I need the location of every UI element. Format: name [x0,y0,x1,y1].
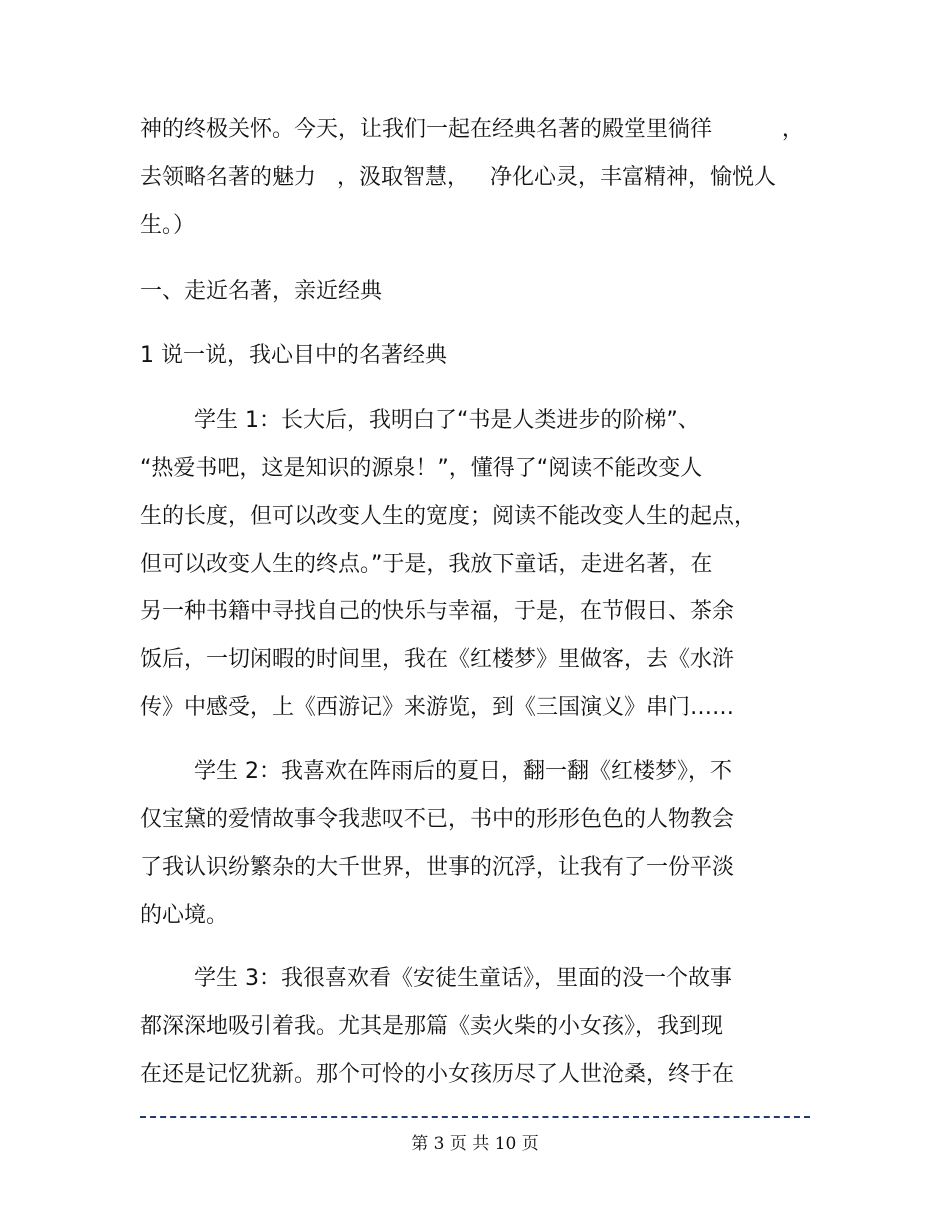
body-text-line: 传》中感受，上《西游记》来游览，到《三国演义》串门…… [140,695,735,720]
body-text-line: 神的终极关怀。今天，让我们一起在经典名著的殿堂里徜徉 ， [140,117,804,142]
body-text-line: 了我认识纷繁杂的大千世界，世事的沉浮，让我有了一份平淡 [140,855,735,880]
body-text-line: 学生 1：长大后，我明白了“书是人类进步的阶梯”、 [194,408,700,433]
body-text-line: 学生 2：我喜欢在阵雨后的夏日，翻一翻《红楼梦》，不 [194,759,732,784]
body-text-line: 的心境。 [140,903,229,928]
body-text-line: 学生 3：我很喜欢看《安徒生童话》，里面的没一个故事 [194,966,732,991]
body-text-line: 但可以改变人生的终点。”于是，我放下童话，走进名著，在 [140,552,713,577]
body-text-line: 生的长度，但可以改变人生的宽度；阅读不能改变人生的起点， [140,504,757,529]
body-text-line: 饭后，一切闲暇的时间里，我在《红楼梦》里做客，去《水浒 [140,647,735,672]
body-text-line: 去领略名著的魅力 ，汲取智慧， 净化心灵，丰富精神，愉悦人 [140,165,776,190]
body-text-line: 仅宝黛的爱情故事令我悲叹不已，书中的形形色色的人物教会 [140,807,735,832]
section-heading: 一、走近名著，亲近经典 [140,279,383,304]
body-text-line: “热爱书吧，这是知识的源泉！”，懂得了“阅读不能改变人 [140,456,703,481]
subsection-heading: 1 说一说，我心目中的名著经典 [140,343,447,368]
body-text-line: 生。） [140,213,196,238]
page-number: 第 3 页 共 10 页 [411,1134,539,1154]
footer-divider [140,1116,810,1118]
body-text-line: 都深深地吸引着我。尤其是那篇《卖火柴的小女孩》，我到现 [140,1014,724,1039]
body-text-line: 另一种书籍中寻找自己的快乐与幸福，于是，在节假日、茶余 [140,599,735,624]
body-text-line: 在还是记忆犹新。那个可怜的小女孩历尽了人世沧桑，终于在 [140,1062,735,1087]
